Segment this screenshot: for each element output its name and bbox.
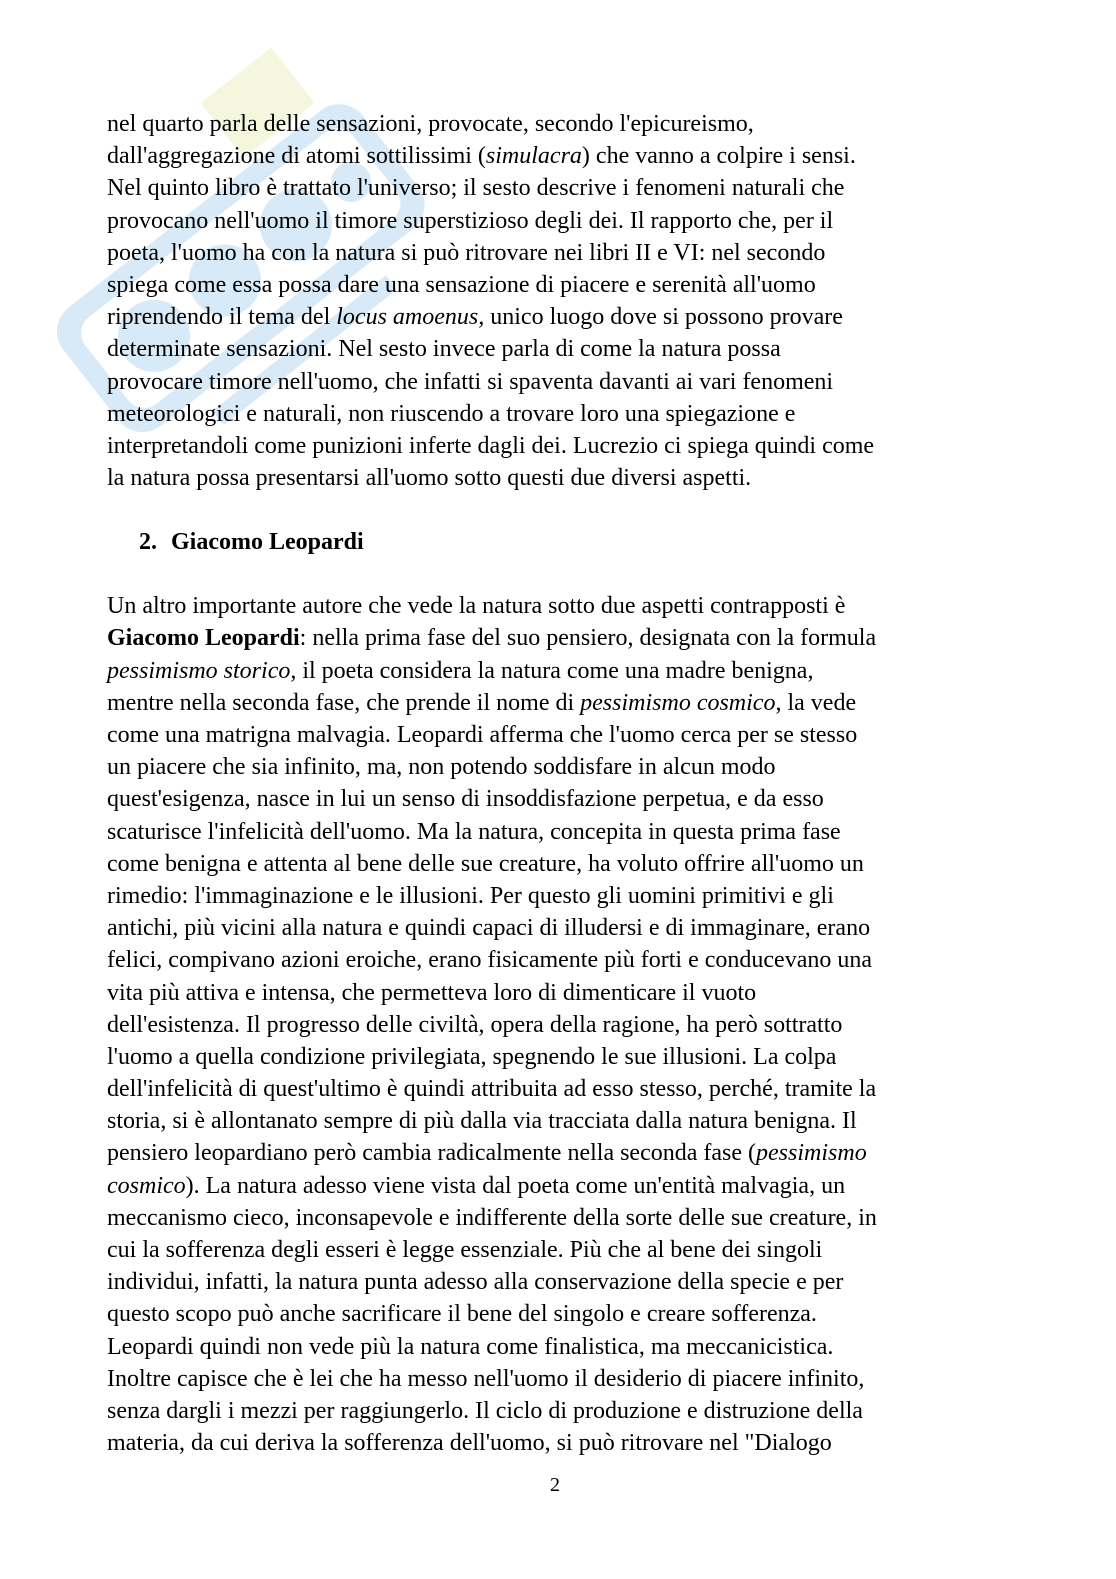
text-line — [107, 269, 1012, 301]
line-text: Leopardi quindi non vede più la natura come finalistica, ma meccanicistica. — [107, 1333, 834, 1360]
text-line — [107, 751, 1012, 783]
text-line — [107, 977, 1012, 1009]
text-line — [107, 366, 1012, 398]
line-text: pensiero leopardiano però cambia radicalmente nella seconda fase ( — [107, 1140, 757, 1167]
line-text: materia, da cui deriva la sofferenza dell'uomo, si può ritrovare nel "Dialogo — [107, 1430, 832, 1457]
text-line — [107, 172, 1012, 204]
italic-term-pessimismo-cosmico: pessimismo cosmico — [580, 689, 776, 716]
text-line — [107, 719, 1012, 751]
line-text: Nel quinto libro è trattato l'universo; il sesto descrive i fenomeni naturali che — [107, 175, 845, 202]
section-heading — [139, 526, 1012, 558]
text-line — [107, 783, 1012, 815]
section-title: Giacomo Leopardi — [171, 529, 364, 556]
text-line — [107, 1427, 1012, 1459]
line-text: meteorologici e naturali, non riuscendo a trovare loro una spiegazione e — [107, 400, 796, 427]
line-text: senza dargli i mezzi per raggiungerlo. Il ciclo di produzione e distruzione della — [107, 1397, 863, 1424]
line-text: determinate sensazioni. Nel sesto invece parla di come la natura possa — [107, 336, 781, 363]
line-text: il poeta considera la natura come una madre benigna, — [296, 657, 814, 684]
line-text: spiega come essa possa dare una sensazione di piacere e serenità all'uomo — [107, 271, 816, 298]
text-line — [107, 590, 1012, 622]
text-line — [107, 301, 1012, 333]
italic-term-cosmico: cosmico — [107, 1172, 186, 1199]
line-text: scaturisce l'infelicità dell'uomo. Ma la natura, concepita in questa prima fase — [107, 818, 841, 845]
line-text: questo scopo può anche sacrificare il bene del singolo e creare sofferenza. — [107, 1301, 817, 1328]
line-text: dell'esistenza. Il progresso delle civiltà, opera della ragione, ha però sottratto — [107, 1011, 843, 1038]
text-line — [107, 1266, 1012, 1298]
line-text: unico luogo dove si possono provare — [484, 304, 843, 331]
line-text: riprendendo il tema del — [107, 304, 337, 331]
line-text: dall'aggregazione di atomi sottilissimi ( — [107, 143, 486, 170]
text-line — [107, 108, 1012, 140]
page-number: 2 — [550, 1474, 560, 1496]
text-line — [107, 1137, 1012, 1169]
line-text: meccanismo cieco, inconsapevole e indifferente della sorte delle sue creature, in — [107, 1204, 877, 1231]
italic-term-pessimismo-storico: pessimismo storico, — [107, 657, 297, 684]
text-line — [107, 1105, 1012, 1137]
text-line — [107, 1170, 1012, 1202]
line-text: cui la sofferenza degli esseri è legge essenziale. Più che al bene dei singoli — [107, 1237, 823, 1263]
line-text: l'uomo a quella condizione privilegiata, spegnendo le sue illusioni. La colpa — [107, 1043, 837, 1070]
line-text: come una matrigna malvagia. Leopardi afferma che l'uomo cerca per se stesso — [107, 722, 858, 748]
line-text: rimedio: l'immaginazione e le illusioni. Per questo gli uomini primitivi e gli — [107, 882, 834, 909]
text-line — [107, 1202, 1012, 1234]
text-line — [107, 848, 1012, 880]
line-text: ) che vanno a colpire i sensi. — [581, 143, 856, 170]
text-line — [107, 430, 1012, 462]
line-text: Inoltre capisce che è lei che ha messo nell'uomo il desiderio di piacere infinito, — [107, 1365, 865, 1392]
italic-term-locus-amoenus: locus amoenus, — [336, 304, 485, 331]
line-text: storia, si è allontanato sempre di più dalla via tracciata dalla natura benigna. Il — [107, 1108, 857, 1135]
line-text: la natura possa presentarsi all'uomo sotto questi due diversi aspetti. — [107, 465, 752, 492]
text-line — [107, 912, 1012, 944]
line-text: felici, compivano azioni eroiche, erano fisicamente più forti e conducevano una — [107, 947, 873, 974]
bold-name-leopardi: Giacomo Leopardi — [107, 625, 300, 652]
line-text: antichi, più vicini alla natura e quindi capaci di illudersi e di immaginare, erano — [107, 915, 871, 942]
text-line — [107, 462, 1012, 494]
text-line — [107, 205, 1012, 237]
text-line — [107, 1363, 1012, 1395]
text-line — [107, 1073, 1012, 1105]
line-text: individui, infatti, la natura punta adesso alla conservazione della specie e per — [107, 1269, 844, 1296]
text-line — [107, 237, 1012, 269]
text-line — [107, 140, 1012, 172]
line-text: , la vede — [775, 689, 857, 716]
line-text: ). La natura adesso viene vista dal poeta come un'entità malvagia, un — [185, 1172, 846, 1199]
text-line — [107, 333, 1012, 365]
text-line — [107, 1395, 1012, 1427]
line-text: quest'esigenza, nasce in lui un senso di insoddisfazione perpetua, e da esso — [107, 786, 824, 813]
italic-term-simulacra: simulacra — [485, 143, 582, 170]
line-text: provocano nell'uomo il timore superstizioso degli dei. Il rapporto che, per il — [107, 207, 834, 234]
document-body — [107, 108, 1012, 1459]
text-line — [107, 1041, 1012, 1073]
line-text: interpretandoli come punizioni inferte dagli dei. Lucrezio ci spiega quindi come — [107, 432, 875, 459]
text-line — [107, 622, 1012, 654]
italic-term-pessimismo: pessimismo — [756, 1140, 867, 1167]
text-line — [107, 1298, 1012, 1330]
line-text: Un altro importante autore che vede la natura sotto due aspetti contrapposti è — [107, 593, 846, 620]
section-number: 2. — [139, 529, 157, 556]
line-text: un piacere che sia infinito, ma, non potendo soddisfare in alcun modo — [107, 754, 776, 781]
text-line — [107, 1331, 1012, 1363]
text-line — [107, 1009, 1012, 1041]
line-text: vita più attiva e intensa, che permetteva loro di dimenticare il vuoto — [107, 979, 757, 1006]
line-text: come benigna e attenta al bene delle sue creature, ha voluto offrire all'uomo un — [107, 850, 864, 877]
paragraph-leopardi — [107, 590, 1012, 1459]
line-text: nel quarto parla delle sensazioni, provocate, secondo l'epicureismo, — [107, 111, 754, 137]
text-line — [107, 1234, 1012, 1266]
paragraph-lucrezio — [107, 108, 1012, 494]
line-text: : nella prima fase del suo pensiero, designata con la formula — [299, 625, 877, 652]
line-text: provocare timore nell'uomo, che infatti si spaventa davanti ai vari fenomeni — [107, 368, 834, 395]
text-line — [107, 655, 1012, 687]
text-line — [107, 816, 1012, 848]
line-text: poeta, l'uomo ha con la natura si può ritrovare nei libri II e VI: nel secondo — [107, 239, 826, 266]
text-line — [107, 944, 1012, 976]
line-text: mentre nella seconda fase, che prende il nome di — [107, 689, 581, 716]
line-text: dell'infelicità di quest'ultimo è quindi attribuita ad esso stesso, perché, tramite la — [107, 1076, 877, 1103]
text-line — [107, 687, 1012, 719]
text-line — [107, 398, 1012, 430]
text-line — [107, 880, 1012, 912]
